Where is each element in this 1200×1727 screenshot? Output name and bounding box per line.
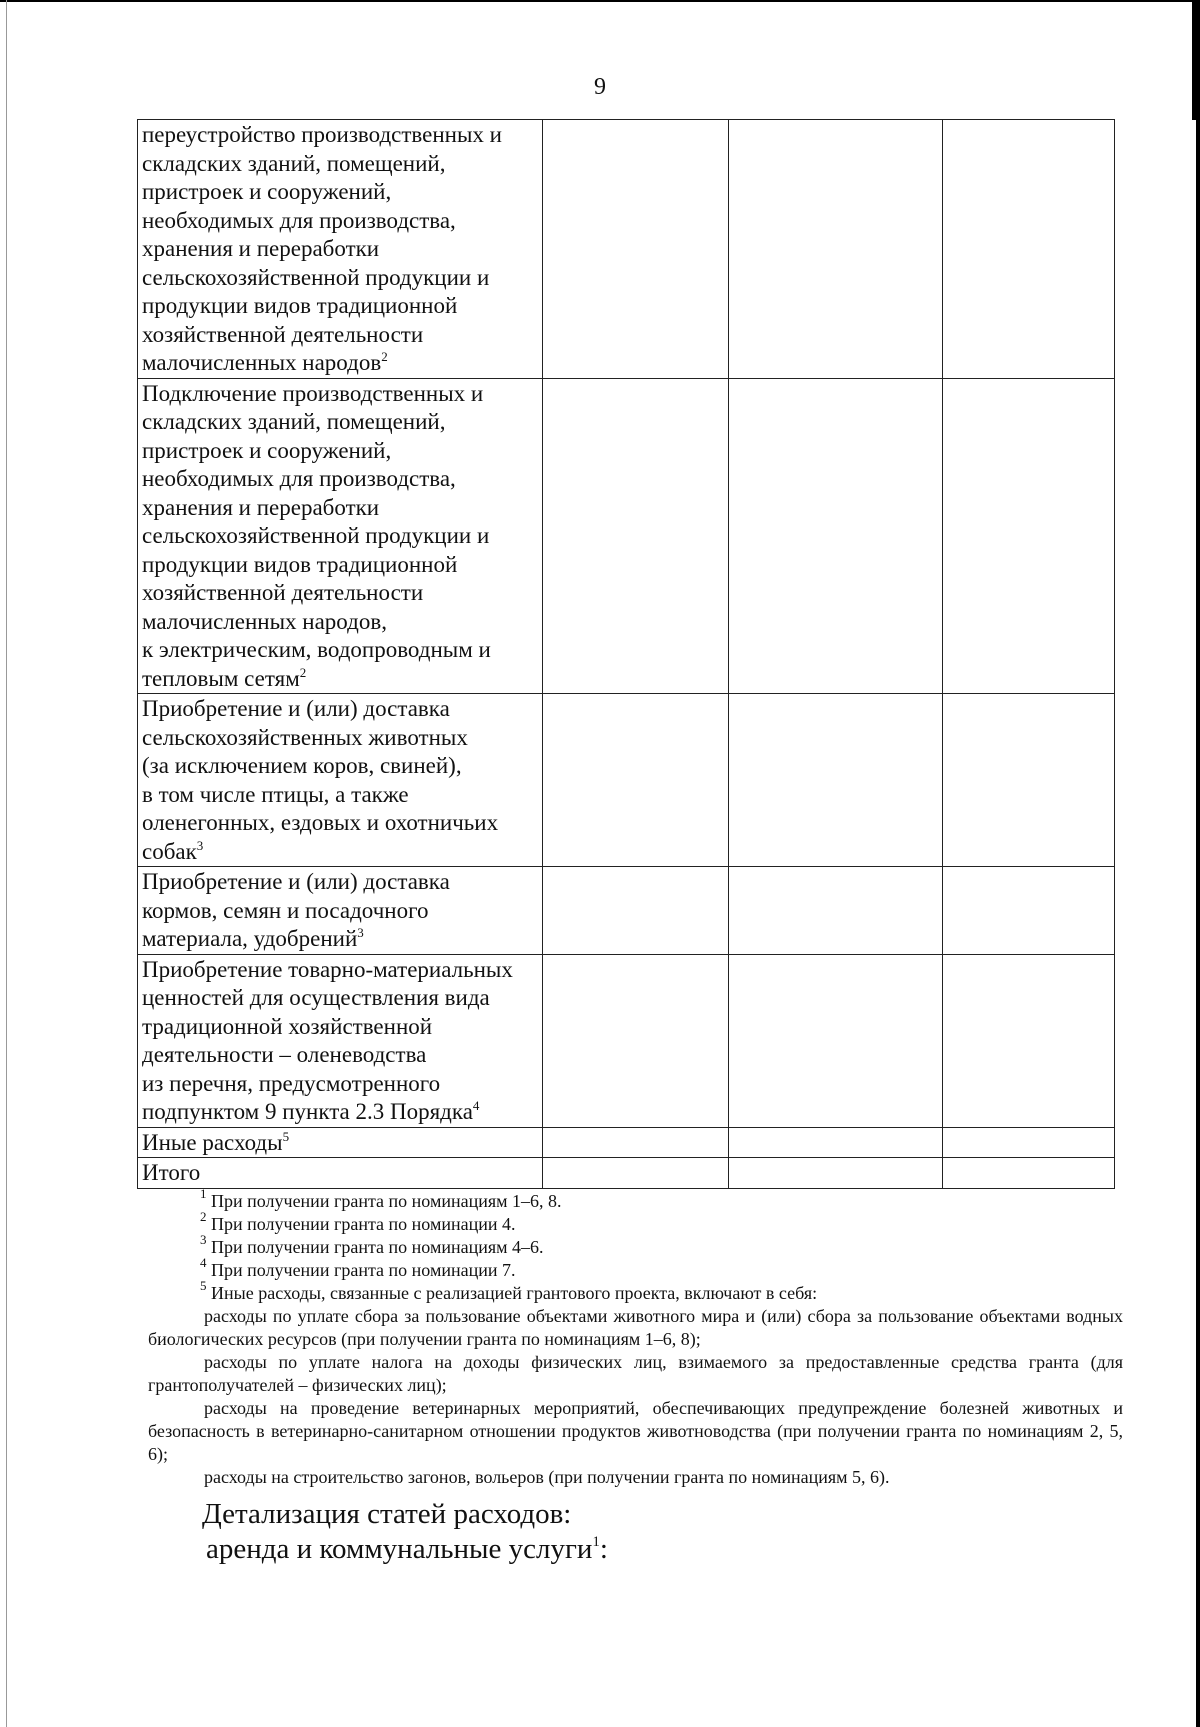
table-row — [138, 954, 1115, 1127]
total-label-cell — [138, 1158, 543, 1189]
expense-table — [137, 119, 1115, 1189]
footnote: $^5$ Иные расходы, связанные с реализацией грантового проекта, включают в себя: — [200, 1278, 818, 1303]
amount-cell[interactable] — [943, 1127, 1115, 1158]
amount-cell[interactable] — [729, 954, 943, 1127]
amount-cell[interactable] — [543, 378, 729, 694]
footnote-ref: 2 — [381, 349, 388, 364]
table-row — [138, 378, 1115, 694]
amount-cell[interactable] — [943, 1158, 1115, 1189]
other-expense-item: расходы по уплате сбора за пользование объектами животного мира и (или) сбора за пользование объектами водных биологических ресурсов (при получении гранта по номинациям 1–6, 8); — [148, 1306, 1123, 1349]
expense-item-text: Иные расходы — [142, 1129, 283, 1155]
expense-item-text: Приобретение товарно-материальных ценностей для осуществления вида традиционной хозяйственной деятельности – оленеводства из перечня, предусмотренного подпунктом 9 пункта 2.3 Порядка — [142, 956, 513, 1124]
table-row — [138, 120, 1115, 379]
scan-border — [0, 0, 1200, 8]
amount-cell[interactable] — [543, 694, 729, 867]
footnote: $^2$ При получении гранта по номинации 4. — [200, 1209, 516, 1234]
expense-item-cell — [138, 1127, 543, 1158]
amount-cell[interactable] — [943, 954, 1115, 1127]
footnote-ref: 1 — [592, 1534, 600, 1550]
amount-cell[interactable] — [543, 1127, 729, 1158]
table-row — [138, 867, 1115, 955]
amount-cell[interactable] — [729, 378, 943, 694]
amount-cell[interactable] — [729, 120, 943, 379]
footnote-ref: 3 — [357, 925, 364, 940]
amount-cell[interactable] — [943, 120, 1115, 379]
footnote: $^3$ При получении гранта по номинациям 4–6. — [200, 1232, 544, 1257]
scan-edge-right — [1196, 120, 1200, 1727]
footnote: $^4$ При получении гранта по номинации 7. — [200, 1255, 516, 1280]
expense-item-text: Приобретение и (или) доставка кормов, семян и посадочного материала, удобрений — [142, 869, 450, 951]
footnote: $^1$ При получении гранта по номинациям 1–6, 8. — [200, 1186, 562, 1211]
expense-item-text: переустройство производственных и складских зданий, помещений, пристроек и сооружений, необходимых для производства, хранения и переработки сельскохозяйственной продукции и продукции видов традиционной хозяйственной деятельности малочисленных народов — [142, 122, 502, 375]
scan-edge-left — [6, 0, 7, 1727]
detail-subheading: аренда и коммунальные услуги$^1$: — [206, 1533, 608, 1565]
amount-cell[interactable] — [943, 867, 1115, 955]
amount-cell[interactable] — [943, 694, 1115, 867]
footnote-ref: 2 — [299, 664, 307, 680]
amount-cell[interactable] — [729, 867, 943, 955]
table-row — [138, 1158, 1115, 1189]
total-label: Итого — [142, 1160, 201, 1185]
expense-item-cell — [138, 694, 543, 867]
amount-cell[interactable] — [943, 378, 1115, 694]
footnote-ref: 4 — [472, 1098, 480, 1113]
other-expense-item: расходы на строительство загонов, вольеров (при получении гранта по номинациям 5, 6). — [204, 1467, 890, 1487]
amount-cell[interactable] — [543, 1158, 729, 1189]
expense-item-text: Подключение производственных и складских зданий, помещений, пристроек и сооружений, необходимых для производства, хранения и переработки сельскохозяйственной продукции и продукции видов традиционной хозяйственной деятельности малочисленных народов, к электрическим, водопроводным и тепловым сетям — [142, 380, 491, 691]
scan-corner-mark — [1192, 0, 1200, 120]
table-row — [138, 694, 1115, 867]
expense-item-text: Приобретение и (или) доставка сельскохозяйственных животных (за исключением коров, свиней), в том числе птицы, а также оленегонных, ездовых и охотничьих собак — [142, 696, 499, 864]
expense-item-cell — [138, 867, 543, 955]
expense-item-cell — [138, 954, 543, 1127]
other-expense-item: расходы на проведение ветеринарных мероприятий, обеспечивающих предупреждение болезней животных и безопасность в ветеринарно-санитарном отношении продуктов животноводства (при получении гранта по номинациям 2, 5, 6); — [148, 1398, 1123, 1464]
amount-cell[interactable] — [543, 867, 729, 955]
detail-heading: Детализация статей расходов: — [202, 1498, 572, 1530]
amount-cell[interactable] — [729, 694, 943, 867]
expense-item-cell — [138, 378, 543, 694]
footnote-ref: 5 — [282, 1128, 290, 1144]
amount-cell[interactable] — [543, 954, 729, 1127]
page-number: 9 — [594, 74, 606, 100]
table-row — [138, 1127, 1115, 1158]
footnotes — [148, 1186, 1123, 1489]
amount-cell[interactable] — [729, 1127, 943, 1158]
amount-cell[interactable] — [729, 1158, 943, 1189]
amount-cell[interactable] — [543, 120, 729, 379]
expense-item-cell — [138, 120, 543, 379]
other-expense-item: расходы по уплате налога на доходы физических лиц, взимаемого за предоставленные средства гранта (для грантополучателей – физических лиц); — [148, 1352, 1123, 1395]
footnote-ref: 3 — [196, 837, 204, 853]
